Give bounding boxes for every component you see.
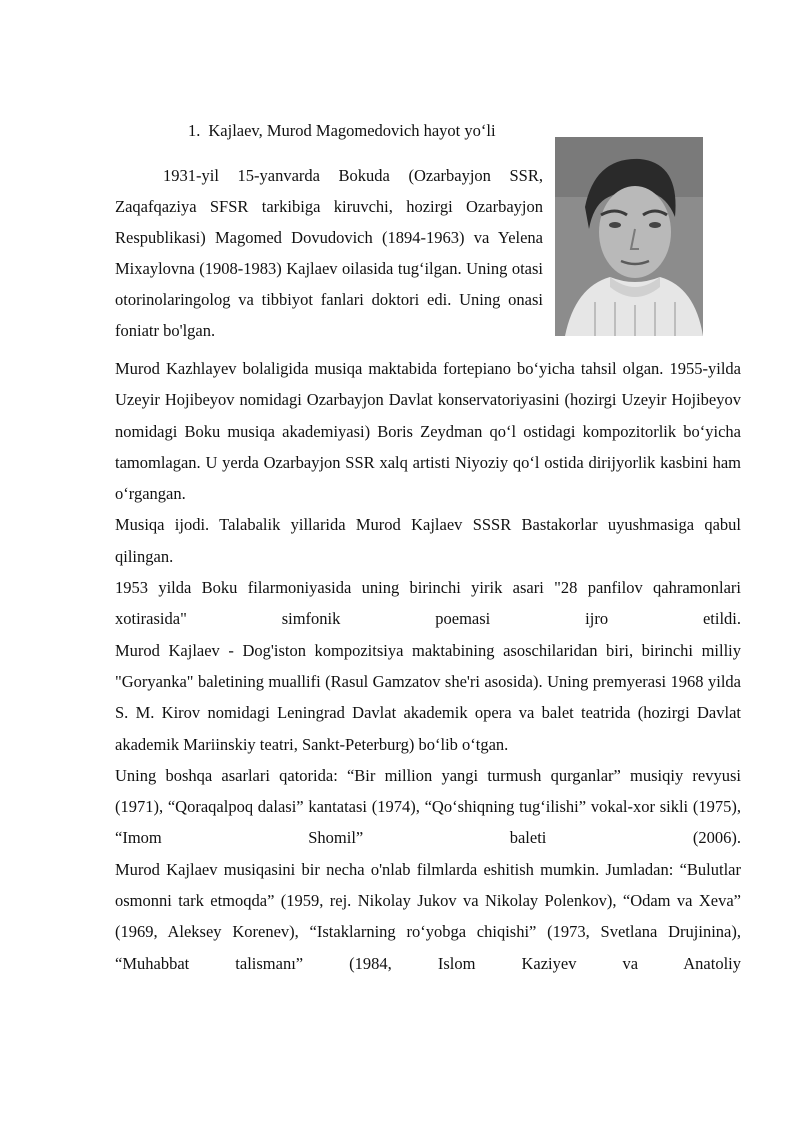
portrait-image: [555, 137, 703, 336]
heading-number: 1.: [188, 121, 201, 140]
portrait-photo: [555, 137, 703, 336]
section-heading: [188, 120, 496, 142]
intro-paragraph: 1931-yil 15-yanvarda Bokuda (Ozarbayjon SSR, Zaqafqaziya SFSR tarkibiga kiruvchi, hozirgi Ozarbayjon Respublikasi) Magomed Dovudovich (1894-1963) va Yelena Mixaylovna (1908-1983) Kajlaev oilasida tug‘ilgan. Uning otasi otorinolaringolog va tibbiyot fanlari doktori edi. Uning onasi foniatr bo'lgan.: [115, 166, 543, 340]
other-works-paragraph: Uning boshqa asarlari qatorida: “Bir million yangi turmush qurganlar” musiqiy revyusi (1971), “Qoraqalpoq dalasi” kantatasi (1974), “Qo‘shiqning tug‘ilishi” vokal-xor sikli (1975), “Imom Shomil” baleti (2006).: [115, 765, 741, 848]
first-work-paragraph: 1953 yilda Boku filarmoniyasida uning birinchi yirik asari "28 panfilov qahramonlari xotirasida" simfonik poemasi ijro etildi.: [115, 578, 741, 629]
films-paragraph: Murod Kajlaev musiqasini bir necha o'nlab filmlarda eshitish mumkin. Jumladan: “Bulutlar osmonni tark etmoqda” (1959, rej. Nikolay Jukov va Nikolay Polenkov), “Odam va Xeva” (1969, Aleksey Korenev), “Istaklarning ro‘yobga chiqishi” (1973, Svetlana Drujinina), “Muhabbat talismanı” (1984, Islom Kaziyev va Anatoliy: [115, 859, 741, 973]
ballet-paragraph: Murod Kajlaev - Dog'iston kompozitsiya maktabining asoschilaridan biri, birinchi milliy "Goryanka" baletining muallifi (Rasul Gamzatov she'ri asosida). Uning premyerasi 1968 yilda S. M. Kirov nomidagi Leningrad Davlat akademik opera va balet teatrida (hozirgi Davlat akademik Mariinskiy teatri, Sankt-Peterburg) bo‘lib o‘tgan.: [115, 640, 741, 754]
creativity-paragraph: Musiqa ijodi. Talabalik yillarida Murod Kajlaev SSSR Bastakorlar uyushmasiga qabul qilingan.: [115, 515, 741, 566]
main-text-block: [115, 353, 741, 979]
heading-title: Kajlaev, Murod Magomedovich hayot yo‘li: [208, 121, 496, 140]
intro-text-block: [115, 160, 543, 346]
education-paragraph: Murod Kazhlayev bolaligida musiqa maktabida fortepiano bo‘yicha tahsil olgan. 1955-yilda Uzeyir Hojibeyov nomidagi Ozarbayjon Davlat konservatoriyasini (hozirgi Uzeyir Hojibeyov nomidagi Boku musiqa akademiyasi) Boris Zeydman qo‘l ostidagi kompozitorlik bo‘yicha tamomlagan. U yerda Ozarbayjon SSR xalq artisti Niyoziy qo‘l ostida dirijyorlik kasbini ham o‘rgangan.: [115, 359, 741, 504]
